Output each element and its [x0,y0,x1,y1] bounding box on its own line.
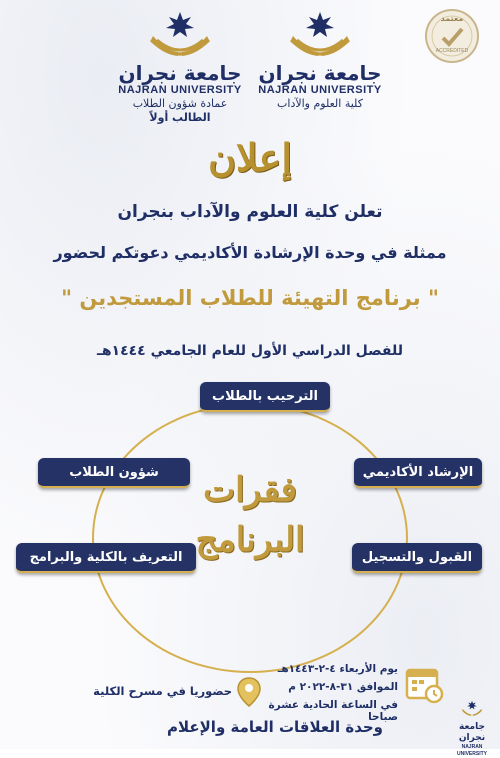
location-pin-icon [236,676,262,708]
college-name: كلية العلوم والآداب [277,97,363,110]
accredited-label-ar: معتمد [440,14,464,23]
corner-logo-name-ar: جامعة نجران [458,722,486,743]
corner-university-logo [446,700,498,757]
event-location: حضوريا في مسرح الكلية [93,684,232,698]
announcement-line-1: تعلن كلية العلوم والآداب بنجران [117,202,383,222]
event-time: في الساعة الحادية عشرة صباحا [268,699,398,723]
item-college-programs: التعريف بالكلية والبرامج [16,543,196,573]
deanship-slogan: الطالب أولاً [149,111,211,124]
accredited-label-en: ACCREDITED [435,48,469,54]
student-affairs-logo-name-ar: جامعة نجران [118,61,242,85]
najran-emblem-icon [145,10,215,62]
program-name: " برنامج التهيئة للطلاب المستجدين " [61,286,439,310]
calendar-icon [404,664,444,704]
announcement-title: إعلان [208,135,292,180]
item-student-affairs: شؤون الطلاب [38,458,190,488]
item-academic-advising: الإرشاد الأكاديمي [354,458,482,488]
accreditation-seal [424,8,480,64]
event-day: يوم الأربعاء ٤-٢-١٤٤٣هـ [277,663,398,675]
program-center-title-1: فقرات [203,470,297,510]
college-logo-name-ar: جامعة نجران [258,61,382,85]
college-logo [250,10,390,111]
deanship-name: عمادة شؤون الطلاب [132,97,228,110]
item-welcome-students: الترحيب بالطلاب [200,382,330,412]
najran-emblem-icon [459,700,485,718]
item-admission-registration: القبول والتسجيل [352,543,482,573]
student-affairs-logo [110,10,250,125]
semester-line: للفصل الدراسي الأول للعام الجامعي ١٤٤٤هـ [97,343,403,359]
event-gregorian-date: الموافق ٣١-٨-٢٠٢٢ م [288,681,398,693]
program-center-title-2: البرنامج [195,520,305,560]
footer-unit-name: وحدة العلاقات العامة والإعلام [167,718,383,736]
announcement-line-2: ممثلة في وحدة الإرشادة الأكاديمي دعوتكم لحضور [53,243,447,262]
student-affairs-logo-name-en: NAJRAN UNIVERSITY [118,84,242,96]
najran-emblem-icon [285,10,355,62]
corner-logo-name-en: NAJRAN UNIVERSITY [456,744,487,757]
college-logo-name-en: NAJRAN UNIVERSITY [258,84,382,96]
